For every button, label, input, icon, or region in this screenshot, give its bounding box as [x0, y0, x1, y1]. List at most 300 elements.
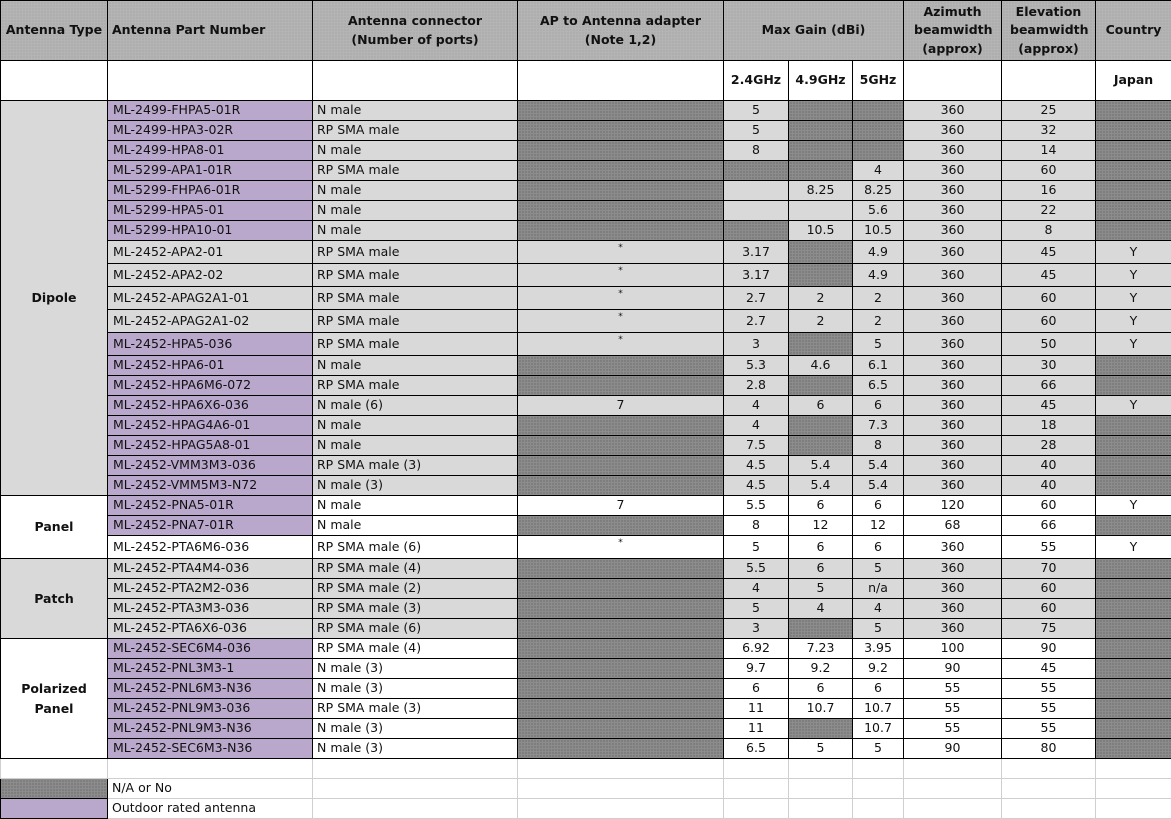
gain-2-4ghz-cell: 5 [724, 536, 789, 559]
gain-4-9ghz-na-cell [789, 141, 853, 161]
gain-5ghz-cell: 5 [853, 739, 904, 759]
elevation-cell: 60 [1002, 310, 1096, 333]
country-japan-na-cell [1096, 101, 1171, 121]
part-number-cell: ML-2452-PNL9M3-N36 [108, 719, 313, 739]
adapter-na-cell [518, 101, 724, 121]
part-number-cell: ML-2452-HPAG4A6-01 [108, 416, 313, 436]
connector-cell: N male [313, 416, 518, 436]
part-number-cell: ML-2452-VMM3M3-036 [108, 456, 313, 476]
empty-cell [724, 779, 789, 799]
connector-cell: N male [313, 201, 518, 221]
connector-cell: RP SMA male (3) [313, 699, 518, 719]
part-number-cell: ML-2452-HPA6X6-036 [108, 396, 313, 416]
gain-2-4ghz-na-cell [724, 161, 789, 181]
azimuth-cell: 360 [904, 559, 1002, 579]
header-antenna-type: Antenna Type [1, 1, 108, 61]
connector-cell: N male [313, 221, 518, 241]
elevation-cell: 50 [1002, 333, 1096, 356]
connector-cell: N male (3) [313, 659, 518, 679]
country-japan-na-cell [1096, 699, 1171, 719]
table-row [1, 287, 1171, 310]
gain-5ghz-cell: 5.6 [853, 201, 904, 221]
table-row [1, 496, 1171, 516]
gain-2-4ghz-cell: 8 [724, 141, 789, 161]
subheader-empty [1002, 61, 1096, 101]
azimuth-cell: 360 [904, 396, 1002, 416]
connector-cell: RP SMA male [313, 241, 518, 264]
table-row [1, 376, 1171, 396]
gain-4-9ghz-cell: 10.5 [789, 221, 853, 241]
gain-4-9ghz-cell: 2 [789, 310, 853, 333]
country-japan-na-cell [1096, 619, 1171, 639]
gain-2-4ghz-cell: 2.8 [724, 376, 789, 396]
country-japan-na-cell [1096, 161, 1171, 181]
antenna-type-cell: Panel [1, 496, 108, 559]
country-japan-cell: Y [1096, 287, 1171, 310]
table-row [1, 333, 1171, 356]
connector-cell: N male (3) [313, 679, 518, 699]
table-row [1, 356, 1171, 376]
country-japan-na-cell [1096, 659, 1171, 679]
elevation-cell: 70 [1002, 559, 1096, 579]
country-japan-cell: Y [1096, 264, 1171, 287]
adapter-na-cell [518, 121, 724, 141]
azimuth-cell: 360 [904, 619, 1002, 639]
empty-cell [518, 779, 724, 799]
gain-5ghz-cell: 4.9 [853, 241, 904, 264]
azimuth-cell: 360 [904, 201, 1002, 221]
part-number-cell: ML-2452-HPA5-036 [108, 333, 313, 356]
subheader-empty [313, 61, 518, 101]
adapter-na-cell [518, 579, 724, 599]
legend-row-outdoor [1, 799, 1171, 819]
empty-cell [313, 799, 518, 819]
header-max-gain: Max Gain (dBi) [724, 1, 904, 61]
gain-2-4ghz-cell: 4 [724, 416, 789, 436]
gain-4-9ghz-cell: 6 [789, 679, 853, 699]
table-row [1, 579, 1171, 599]
blank-row [1, 759, 1171, 779]
country-japan-na-cell [1096, 679, 1171, 699]
legend-swatch-outdoor [1, 799, 108, 819]
gain-2-4ghz-cell: 4.5 [724, 456, 789, 476]
empty-cell [518, 799, 724, 819]
azimuth-cell: 360 [904, 141, 1002, 161]
azimuth-cell: 360 [904, 333, 1002, 356]
empty-cell [853, 779, 904, 799]
gain-5ghz-cell: 3.95 [853, 639, 904, 659]
elevation-cell: 60 [1002, 599, 1096, 619]
table-body [1, 101, 1171, 759]
adapter-na-cell [518, 416, 724, 436]
table-row [1, 264, 1171, 287]
country-japan-cell: Y [1096, 310, 1171, 333]
azimuth-cell: 90 [904, 659, 1002, 679]
country-japan-na-cell [1096, 201, 1171, 221]
connector-cell: N male (3) [313, 719, 518, 739]
adapter-na-cell [518, 201, 724, 221]
connector-cell: RP SMA male [313, 287, 518, 310]
gain-5ghz-cell: 5 [853, 333, 904, 356]
connector-cell: N male [313, 356, 518, 376]
azimuth-cell: 360 [904, 436, 1002, 456]
elevation-cell: 75 [1002, 619, 1096, 639]
gain-5ghz-cell: 7.3 [853, 416, 904, 436]
gain-5ghz-cell: 10.7 [853, 719, 904, 739]
part-number-cell: ML-2452-PNL6M3-N36 [108, 679, 313, 699]
connector-cell: N male [313, 101, 518, 121]
country-japan-na-cell [1096, 599, 1171, 619]
country-japan-na-cell [1096, 376, 1171, 396]
empty-cell [904, 799, 1002, 819]
connector-cell: RP SMA male [313, 310, 518, 333]
azimuth-cell: 360 [904, 376, 1002, 396]
part-number-cell: ML-2452-APA2-01 [108, 241, 313, 264]
adapter-na-cell [518, 599, 724, 619]
country-japan-na-cell [1096, 416, 1171, 436]
adapter-cell: * [518, 333, 724, 356]
gain-2-4ghz-cell: 7.5 [724, 436, 789, 456]
gain-5ghz-cell: 2 [853, 287, 904, 310]
adapter-cell: * [518, 241, 724, 264]
gain-2-4ghz-cell: 6 [724, 679, 789, 699]
gain-5ghz-cell: 8.25 [853, 181, 904, 201]
adapter-na-cell [518, 559, 724, 579]
azimuth-cell: 120 [904, 496, 1002, 516]
connector-cell: N male [313, 516, 518, 536]
gain-5ghz-cell: 10.7 [853, 699, 904, 719]
elevation-cell: 40 [1002, 476, 1096, 496]
gain-4-9ghz-cell: 5.4 [789, 456, 853, 476]
gain-4-9ghz-na-cell [789, 376, 853, 396]
connector-cell: RP SMA male [313, 264, 518, 287]
connector-cell: RP SMA male [313, 376, 518, 396]
azimuth-cell: 100 [904, 639, 1002, 659]
elevation-cell: 66 [1002, 376, 1096, 396]
gain-5ghz-cell: 5.4 [853, 456, 904, 476]
adapter-na-cell [518, 739, 724, 759]
part-number-cell: ML-2452-PTA2M2-036 [108, 579, 313, 599]
gain-5ghz-cell: 5.4 [853, 476, 904, 496]
elevation-cell: 30 [1002, 356, 1096, 376]
elevation-cell: 90 [1002, 639, 1096, 659]
empty-cell [313, 779, 518, 799]
elevation-cell: 40 [1002, 456, 1096, 476]
adapter-na-cell [518, 516, 724, 536]
gain-4-9ghz-cell: 5 [789, 579, 853, 599]
connector-cell: RP SMA male [313, 333, 518, 356]
table-row [1, 396, 1171, 416]
azimuth-cell: 55 [904, 699, 1002, 719]
connector-cell: N male (3) [313, 739, 518, 759]
elevation-cell: 55 [1002, 679, 1096, 699]
table-row [1, 310, 1171, 333]
empty-cell [313, 759, 518, 779]
adapter-na-cell [518, 181, 724, 201]
header-part-number: Antenna Part Number [108, 1, 313, 61]
table-row [1, 559, 1171, 579]
antenna-type-cell: Polarized Panel [1, 639, 108, 759]
gain-2-4ghz-cell: 8 [724, 516, 789, 536]
elevation-cell: 60 [1002, 287, 1096, 310]
gain-5ghz-cell: 9.2 [853, 659, 904, 679]
legend-label-outdoor: Outdoor rated antenna [108, 799, 313, 819]
connector-cell: N male [313, 496, 518, 516]
table-row [1, 679, 1171, 699]
legend-row-na [1, 779, 1171, 799]
gain-5ghz-cell: 5 [853, 619, 904, 639]
country-japan-na-cell [1096, 579, 1171, 599]
table-row [1, 141, 1171, 161]
adapter-na-cell [518, 221, 724, 241]
connector-cell: RP SMA male (4) [313, 559, 518, 579]
elevation-cell: 28 [1002, 436, 1096, 456]
subheader-empty [518, 61, 724, 101]
azimuth-cell: 360 [904, 161, 1002, 181]
country-japan-cell: Y [1096, 333, 1171, 356]
connector-cell: RP SMA male (4) [313, 639, 518, 659]
gain-5ghz-cell: 6 [853, 396, 904, 416]
connector-cell: RP SMA male (3) [313, 599, 518, 619]
table-row [1, 516, 1171, 536]
gain-2-4ghz-cell: 9.7 [724, 659, 789, 679]
elevation-cell: 14 [1002, 141, 1096, 161]
connector-cell: RP SMA male [313, 161, 518, 181]
gain-4-9ghz-na-cell [789, 619, 853, 639]
azimuth-cell: 68 [904, 516, 1002, 536]
part-number-cell: ML-2452-APA2-02 [108, 264, 313, 287]
header-azimuth: Azimuth beamwidth (approx) [904, 1, 1002, 61]
gain-4-9ghz-cell: 6 [789, 559, 853, 579]
elevation-cell: 45 [1002, 659, 1096, 679]
adapter-na-cell [518, 161, 724, 181]
elevation-cell: 60 [1002, 161, 1096, 181]
empty-cell [789, 779, 853, 799]
gain-4-9ghz-cell: 6 [789, 396, 853, 416]
adapter-na-cell [518, 659, 724, 679]
elevation-cell: 66 [1002, 516, 1096, 536]
part-number-cell: ML-2452-PTA3M3-036 [108, 599, 313, 619]
elevation-cell: 60 [1002, 496, 1096, 516]
gain-2-4ghz-cell: 4.5 [724, 476, 789, 496]
country-japan-na-cell [1096, 181, 1171, 201]
empty-cell [853, 799, 904, 819]
empty-cell [904, 759, 1002, 779]
gain-5ghz-cell: 6 [853, 536, 904, 559]
azimuth-cell: 360 [904, 579, 1002, 599]
adapter-na-cell [518, 456, 724, 476]
country-japan-na-cell [1096, 476, 1171, 496]
elevation-cell: 55 [1002, 536, 1096, 559]
table-row [1, 201, 1171, 221]
azimuth-cell: 360 [904, 599, 1002, 619]
elevation-cell: 45 [1002, 264, 1096, 287]
gain-5ghz-na-cell [853, 141, 904, 161]
header-elevation: Elevation beamwidth (approx) [1002, 1, 1096, 61]
subheader-country-japan: Japan [1096, 61, 1171, 101]
table-row [1, 436, 1171, 456]
gain-2-4ghz-cell [724, 181, 789, 201]
gain-4-9ghz-na-cell [789, 161, 853, 181]
country-japan-na-cell [1096, 719, 1171, 739]
part-number-cell: ML-2452-PNL9M3-036 [108, 699, 313, 719]
table-row [1, 639, 1171, 659]
gain-5ghz-cell: n/a [853, 579, 904, 599]
elevation-cell: 8 [1002, 221, 1096, 241]
empty-cell [853, 759, 904, 779]
table-row [1, 456, 1171, 476]
azimuth-cell: 360 [904, 264, 1002, 287]
gain-2-4ghz-cell: 3 [724, 333, 789, 356]
connector-cell: RP SMA male (2) [313, 579, 518, 599]
subheader-gain-4-9ghz: 4.9GHz [789, 61, 853, 101]
legend-label-na: N/A or No [108, 779, 313, 799]
country-japan-na-cell [1096, 639, 1171, 659]
azimuth-cell: 360 [904, 287, 1002, 310]
table-row [1, 739, 1171, 759]
empty-cell [1096, 779, 1171, 799]
gain-4-9ghz-na-cell [789, 264, 853, 287]
gain-4-9ghz-cell: 12 [789, 516, 853, 536]
gain-2-4ghz-cell: 3.17 [724, 241, 789, 264]
gain-2-4ghz-cell: 2.7 [724, 287, 789, 310]
gain-4-9ghz-cell: 5.4 [789, 476, 853, 496]
elevation-cell: 45 [1002, 241, 1096, 264]
adapter-cell: * [518, 536, 724, 559]
gain-2-4ghz-na-cell [724, 221, 789, 241]
connector-cell: N male (3) [313, 476, 518, 496]
empty-cell [724, 759, 789, 779]
gain-4-9ghz-cell: 7.23 [789, 639, 853, 659]
part-number-cell: ML-2452-PTA6M6-036 [108, 536, 313, 559]
azimuth-cell: 90 [904, 739, 1002, 759]
adapter-cell: 7 [518, 396, 724, 416]
part-number-cell: ML-2452-HPAG5A8-01 [108, 436, 313, 456]
gain-4-9ghz-cell [789, 201, 853, 221]
gain-5ghz-cell: 8 [853, 436, 904, 456]
table-row [1, 619, 1171, 639]
gain-4-9ghz-cell: 8.25 [789, 181, 853, 201]
table-row [1, 181, 1171, 201]
gain-4-9ghz-cell: 4.6 [789, 356, 853, 376]
adapter-na-cell [518, 619, 724, 639]
gain-2-4ghz-cell: 3.17 [724, 264, 789, 287]
gain-5ghz-cell: 6.1 [853, 356, 904, 376]
adapter-cell: 7 [518, 496, 724, 516]
gain-5ghz-cell: 6 [853, 679, 904, 699]
azimuth-cell: 360 [904, 476, 1002, 496]
gain-2-4ghz-cell: 4 [724, 579, 789, 599]
gain-2-4ghz-cell: 11 [724, 699, 789, 719]
azimuth-cell: 360 [904, 536, 1002, 559]
table-row [1, 536, 1171, 559]
connector-cell: N male [313, 141, 518, 161]
adapter-na-cell [518, 679, 724, 699]
adapter-na-cell [518, 719, 724, 739]
gain-4-9ghz-cell: 6 [789, 496, 853, 516]
part-number-cell: ML-5299-FHPA6-01R [108, 181, 313, 201]
connector-cell: N male (6) [313, 396, 518, 416]
gain-4-9ghz-na-cell [789, 416, 853, 436]
gain-2-4ghz-cell: 2.7 [724, 310, 789, 333]
gain-5ghz-cell: 10.5 [853, 221, 904, 241]
adapter-cell: * [518, 264, 724, 287]
elevation-cell: 60 [1002, 579, 1096, 599]
connector-cell: N male [313, 181, 518, 201]
elevation-cell: 16 [1002, 181, 1096, 201]
adapter-na-cell [518, 436, 724, 456]
table-row [1, 416, 1171, 436]
country-japan-na-cell [1096, 559, 1171, 579]
table-row [1, 719, 1171, 739]
empty-cell [1096, 759, 1171, 779]
adapter-na-cell [518, 699, 724, 719]
connector-cell: RP SMA male (6) [313, 536, 518, 559]
part-number-cell: ML-2499-FHPA5-01R [108, 101, 313, 121]
gain-2-4ghz-cell: 5.3 [724, 356, 789, 376]
gain-2-4ghz-cell: 11 [724, 719, 789, 739]
elevation-cell: 80 [1002, 739, 1096, 759]
azimuth-cell: 360 [904, 416, 1002, 436]
country-japan-na-cell [1096, 436, 1171, 456]
country-japan-na-cell [1096, 141, 1171, 161]
gain-2-4ghz-cell: 3 [724, 619, 789, 639]
azimuth-cell: 360 [904, 221, 1002, 241]
antenna-type-cell: Dipole [1, 101, 108, 496]
adapter-na-cell [518, 376, 724, 396]
table-row [1, 659, 1171, 679]
country-japan-na-cell [1096, 456, 1171, 476]
gain-4-9ghz-na-cell [789, 719, 853, 739]
adapter-na-cell [518, 356, 724, 376]
table-row [1, 599, 1171, 619]
adapter-cell: * [518, 310, 724, 333]
empty-cell [1002, 799, 1096, 819]
part-number-cell: ML-2452-PTA6X6-036 [108, 619, 313, 639]
country-japan-na-cell [1096, 356, 1171, 376]
country-japan-na-cell [1096, 739, 1171, 759]
gain-4-9ghz-cell: 4 [789, 599, 853, 619]
table-row [1, 221, 1171, 241]
part-number-cell: ML-5299-HPA5-01 [108, 201, 313, 221]
empty-cell [1002, 759, 1096, 779]
empty-cell [1002, 779, 1096, 799]
elevation-cell: 45 [1002, 396, 1096, 416]
adapter-na-cell [518, 476, 724, 496]
adapter-na-cell [518, 141, 724, 161]
part-number-cell: ML-2452-PTA4M4-036 [108, 559, 313, 579]
gain-4-9ghz-cell: 6 [789, 536, 853, 559]
empty-cell [1, 759, 108, 779]
gain-5ghz-cell: 6 [853, 496, 904, 516]
azimuth-cell: 360 [904, 101, 1002, 121]
gain-4-9ghz-na-cell [789, 436, 853, 456]
table-row [1, 241, 1171, 264]
elevation-cell: 18 [1002, 416, 1096, 436]
gain-5ghz-cell: 4 [853, 161, 904, 181]
gain-2-4ghz-cell: 6.92 [724, 639, 789, 659]
gain-2-4ghz-cell: 6.5 [724, 739, 789, 759]
part-number-cell: ML-2452-PNA7-01R [108, 516, 313, 536]
country-japan-na-cell [1096, 221, 1171, 241]
part-number-cell: ML-5299-HPA10-01 [108, 221, 313, 241]
gain-4-9ghz-na-cell [789, 333, 853, 356]
empty-cell [724, 799, 789, 819]
adapter-na-cell [518, 639, 724, 659]
gain-4-9ghz-na-cell [789, 241, 853, 264]
header-adapter: AP to Antenna adapter (Note 1,2) [518, 1, 724, 61]
azimuth-cell: 360 [904, 121, 1002, 141]
